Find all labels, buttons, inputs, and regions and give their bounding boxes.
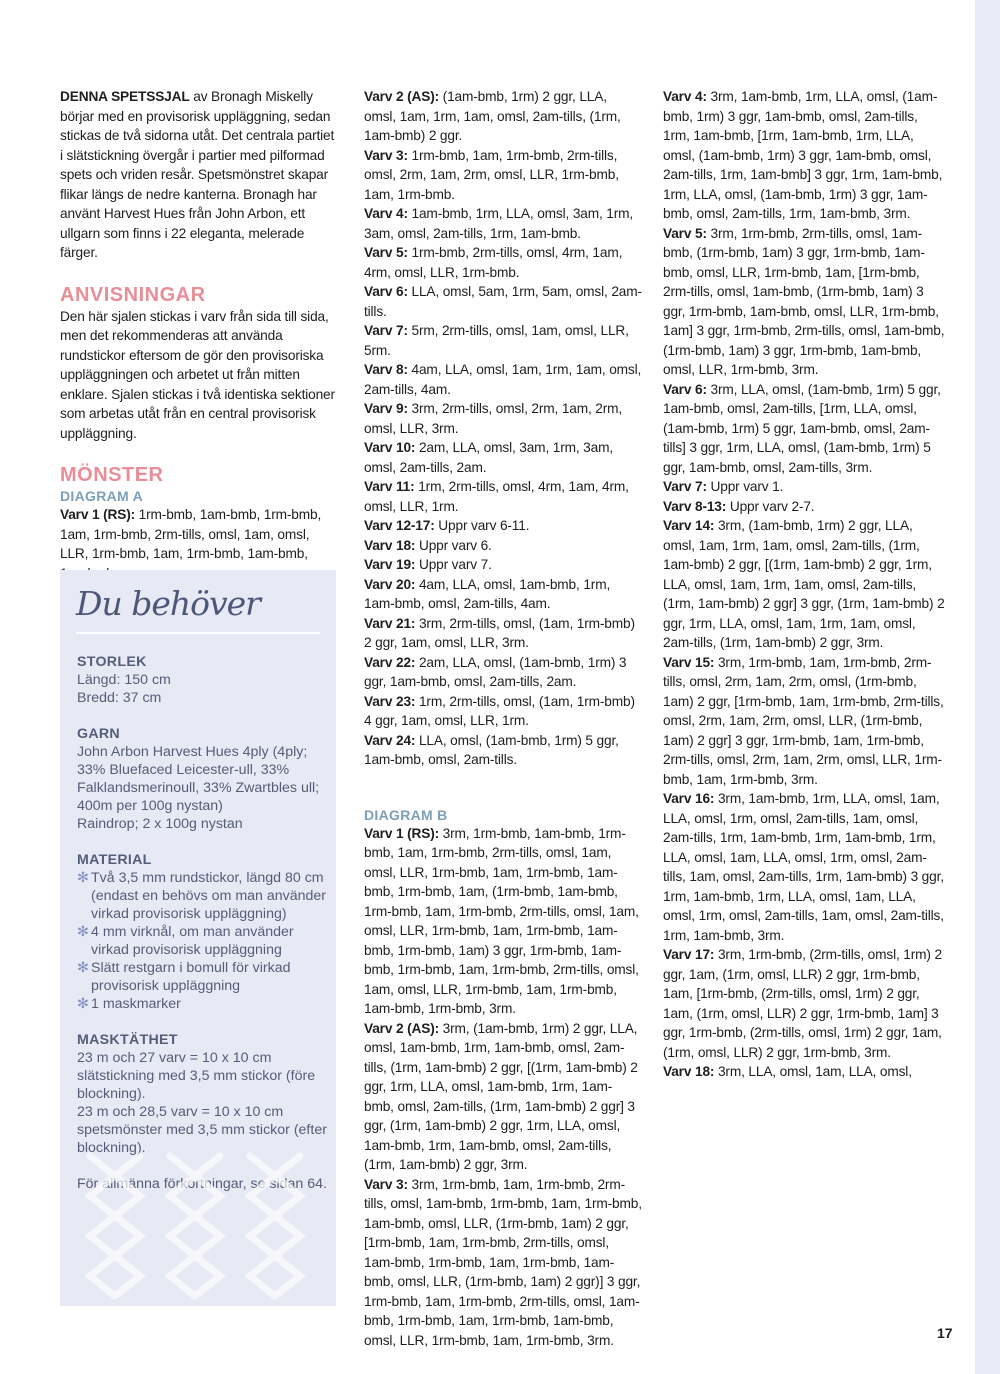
row-text: 1rm, 2rm-tills, omsl, 4rm, 1am, 4rm, omsl, LLR, 1rm. [364, 479, 629, 514]
row-label: Varv 2 (AS): [364, 1020, 440, 1036]
row-instruction [663, 87, 945, 224]
row-instruction [663, 516, 945, 653]
row-text: 2am, LLA, omsl, (1am-bmb, 1rm) 3 ggr, 1am-bmb, omsl, 2am-tills, 2am. [364, 654, 627, 689]
row-label: Varv 22: [364, 654, 416, 670]
row-text: Uppr varv 1. [706, 479, 784, 494]
material-label: MATERIAL [77, 852, 152, 868]
row-instruction [364, 653, 642, 692]
column-2 [364, 87, 642, 1350]
row-label: Varv 3: [364, 147, 408, 163]
material-item: ✻ 4 mm virknål, om man använder virkad provisorisk uppläggning [77, 924, 294, 958]
column-3 [663, 87, 945, 1082]
row-instruction [663, 477, 945, 497]
row-text: 3rm, 1rm-bmb, 2rm-tills, omsl, 1am-bmb, (1rm-bmb, 1am) 3 ggr, 1rm-bmb, 1am-bmb, omsl, LLR, 1rm-bmb, 1am, [1rm-bmb, 2rm-tills, omsl, 1am-bmb, (1rm-bmb, 1am) 3 ggr, 1rm-bmb, 1am-bmb, omsl, LLR, 1rm-bmb, 1am] 3 ggr, 1rm-bmb, 2rm-tills, omsl, 1am-bmb, (1rm-bmb, 1am) 3 ggr, 1rm-bmb, 1am-bmb, omsl, LLR, 1rm-bmb, 3rm. [663, 225, 945, 377]
row-label: Varv 3: [364, 1176, 408, 1192]
column-1 [60, 87, 338, 583]
row-text: Uppr varv 7. [415, 557, 492, 572]
intro-text: av Bronagh Miskelly börjar med en provisorisk uppläggning, sedan stickas de två sidorna utåt. Det centrala partiet i slätstickning övergår i partier med pilformad spets och vriden resår. Spetsmönstret skapar flikar längs de nedre kanterna. Bronagh har använt Harvest Hues från John Arbon, ett ullgarn som finns i 22 eleganta, melerade färger. [60, 89, 335, 260]
yarn-label: GARN [77, 726, 120, 742]
row-instruction [663, 224, 945, 380]
intro-paragraph [60, 87, 338, 263]
you-need-body [77, 653, 327, 1193]
gauge-label: MASKTÄTHET [77, 1032, 178, 1048]
row-text: 3rm, 1rm-bmb, 1am, 1rm-bmb, 2rm-tills, omsl, 2rm, 1am, 2rm, omsl, (1rm-bmb, 1am) 2 ggr, [1rm-bmb, 1am, 1rm-bmb, 2rm-tills, omsl, 2rm, 1am, 2rm, omsl, LLR, (1rm-bmb, 1am) 2 ggr] 3 ggr, 1rm-bmb, 1am, 1rm-bmb, 2rm-tills, omsl, 2rm, 1am, 2rm, omsl, LLR, 1rm-bmb, 1am, 1rm-bmb, 3rm. [663, 654, 944, 787]
row-instruction [663, 789, 945, 945]
row-label: Varv 9: [364, 401, 408, 416]
row-instruction [663, 1062, 945, 1082]
yarn-text: John Arbon Harvest Hues 4ply (4ply; 33% Bluefaced Leicester-ull, 33% Falklandsmerinoull, 33% Zwartbles ull; 400m per 100g nystan) [77, 744, 320, 814]
row-text: Uppr varv 6. [415, 537, 492, 553]
row-text: 3rm, 2rm-tills, omsl, (1am, 1rm-bmb) 2 ggr, 1am, omsl, LLR, 3rm. [364, 615, 635, 650]
row-text: 3rm, 1am-bmb, 1rm, LLA, omsl, (1am-bmb, 1rm) 3 ggr, 1am-bmb, omsl, 2am-tills, 1rm, 1am-bmb, [1rm, 1am-bmb, 1rm, LLA, omsl, (1am-bmb, 1rm) 3 ggr, 1am-bmb, omsl, 2am-tills, 1rm, 1am-bmb] 3 ggr, 1rm, 1am-bmb, 1rm, LLA, omsl, (1am-bmb, 1rm) 3 ggr, 1am-bmb, omsl, 2am-tills, 1rm, 1am-bmb, 3rm. [663, 89, 943, 221]
row-text: 3rm, LLA, omsl, (1am-bmb, 1rm) 5 ggr, 1am-bmb, omsl, 2am-tills, [1rm, LLA, omsl, (1am-bmb, 1rm) 5 ggr, 1am-bmb, omsl, 2am-tills] 3 ggr, 1rm, LLA, omsl, (1am-bmb, 1rm) 5 ggr, 1am-bmb, omsl, 2am-tills, 3rm. [663, 381, 941, 475]
row-instruction [364, 360, 642, 399]
intro-lead: DENNA SPETSSJAL [60, 89, 190, 104]
row-text: 1rm-bmb, 1am-bmb, 1rm-bmb, 1am, 1rm-bmb, 2rm-tills, omsl, 1am, omsl, LLR, 1rm-bmb, 1am, 1rm-bmb, 1am-bmb, [60, 507, 322, 561]
diagram-a-heading: DIAGRAM A [60, 488, 144, 504]
row-instruction [364, 243, 642, 282]
row-text: Uppr varv 2-7. [726, 498, 815, 514]
row-label: Varv 6: [364, 284, 408, 299]
row-instruction [364, 146, 642, 205]
row-label: Varv 19: [364, 557, 416, 572]
size-width: Bredd: 37 cm [77, 690, 162, 706]
row-label: Varv 5: [663, 225, 707, 241]
row-text: 3rm, 1rm-bmb, (2rm-tills, omsl, 1rm) 2 ggr, 1am, (1rm, omsl, LLR) 2 ggr, 1rm-bmb, 1am, [1rm-bmb, (2rm-tills, omsl, 1rm) 2 ggr, 1am, (1rm, omsl, LLR) 2 ggr, 1rm-bmb, 1am] 3 ggr, 1rm-bmb, (2rm-tills, omsl, 1rm) 2 ggr, 1am, (1rm, omsl, LLR) 2 ggr, 1rm-bmb, 3rm. [663, 947, 942, 1060]
asterisk-icon: ✻ [77, 960, 89, 976]
row-text: 5rm, 2rm-tills, omsl, 1am, omsl, LLR, 5rm. [364, 323, 629, 358]
row-text: 3rm, 2rm-tills, omsl, 2rm, 1am, 2rm, omsl, LLR, 3rm. [364, 401, 623, 436]
row-label: Varv 8-13: [663, 498, 727, 514]
row-label: Varv 24: [364, 732, 416, 748]
page-number: 17 [937, 1325, 953, 1341]
row-label: Varv 21: [364, 615, 416, 631]
row-label: Varv 5: [364, 245, 408, 260]
row-label: Varv 4: [663, 89, 707, 104]
row-label: Varv 23: [364, 693, 416, 709]
row-instruction [364, 321, 642, 360]
row-label: Varv 4: [364, 206, 408, 221]
material-item: ✻ Två 3,5 mm rundstickor, längd 80 cm (endast en behövs om man använder virkad provisorisk uppläggning) [77, 870, 327, 922]
row-label: Varv 17: [663, 947, 715, 962]
row-instruction [364, 399, 642, 438]
row-instruction [663, 945, 945, 1062]
diagram-b-heading: DIAGRAM B [364, 806, 448, 823]
row-text: 1rm-bmb, 1am, 1rm-bmb, 2rm-tills, omsl, 2rm, 1am, 2rm, omsl, LLR, 1rm-bmb, 1am, 1rm-bmb. [364, 147, 619, 202]
row-text: 2am, LLA, omsl, 3am, 1rm, 3am, omsl, 2am-tills, 2am. [364, 440, 614, 475]
row-instruction [364, 536, 642, 556]
gauge-line-2: 23 m och 28,5 varv = 10 x 10 cm spetsmönster med 3,5 mm stickor (efter blockning). [77, 1104, 327, 1156]
row-label: Varv 10: [364, 440, 416, 455]
row-label: Varv 14: [663, 518, 715, 533]
row-instruction [364, 731, 642, 770]
you-need-divider [76, 632, 320, 634]
row-text: 3rm, 1rm-bmb, 1am, 1rm-bmb, 2rm-tills, omsl, 1am-bmb, 1rm-bmb, 1am, 1rm-bmb, 1am-bmb, omsl, LLR, (1rm-bmb, 1am) 2 ggr, [1rm-bmb, 1am, 1rm-bmb, 2rm-tills, omsl, 1am-bmb, 1rm-bmb, 1am, 1rm-bmb, 1am-bmb, omsl, LLR, (1rm-bmb, 1am) 2 ggr)] 3 ggr, 1rm-bmb, 1am, 1rm-bmb, 2rm-tills, omsl, 1am-bmb, 1rm-bmb, 1am, 1rm-bmb, 1am-bmb, omsl, LLR, 1rm-bmb, 1am, 1rm-bmb, 3rm. [364, 1176, 642, 1348]
row-text: 3rm, (1am-bmb, 1rm) 2 ggr, LLA, omsl, 1am, 1rm, 1am, omsl, 2am-tills, (1rm, 1am-bmb) 2 ggr, [(1rm, 1am-bmb) 2 ggr, 1rm, LLA, omsl, 1am, 1rm, 1am, omsl, 2am-tills, (1rm, 1am-bmb) 2 ggr] 3 ggr, (1rm, 1am-bmb) 2 ggr, 1rm, LLA, omsl, 1am, 1rm, 1am, omsl, 2am-tills, (1rm, 1am-bmb) 2 ggr, 3rm. [663, 518, 945, 650]
row-instruction [364, 204, 642, 243]
row-instruction [364, 555, 642, 575]
row-label: Varv 11: [364, 479, 415, 494]
row-instruction [364, 692, 642, 731]
pattern-heading: MÖNSTER [60, 464, 164, 486]
row-label: Varv 18: [364, 537, 416, 553]
row-label: Varv 16: [663, 791, 715, 806]
row-text: 4am, LLA, omsl, 1am, 1rm, 1am, omsl, 2am-tills, 4am. [364, 362, 642, 397]
row-instruction [364, 1019, 642, 1175]
row-label: Varv 15: [663, 654, 715, 670]
asterisk-icon: ✻ [77, 996, 89, 1012]
row-label: Varv 2 (AS): [364, 89, 440, 104]
yarn-extra: Raindrop; 2 x 100g nystan [77, 816, 243, 832]
material-item: ✻ Slätt restgarn i bomull för virkad provisorisk uppläggning [77, 960, 291, 994]
row-instruction [364, 438, 642, 477]
diagram-a-rows-part2 [364, 87, 642, 770]
asterisk-icon: ✻ [77, 870, 89, 886]
page-edge-strip [975, 0, 1000, 1374]
row-instruction [663, 497, 945, 517]
material-item: ✻ 1 maskmarker [77, 996, 181, 1012]
diagram-b-rows-part2 [663, 87, 945, 1082]
row-text: 1rm-bmb, 2rm-tills, omsl, 4rm, 1am, 4rm, omsl, LLR, 1rm-bmb. [364, 245, 623, 280]
row-instruction [364, 87, 642, 146]
row-label: Varv 8: [364, 362, 408, 377]
instructions-heading: ANVISNINGAR [60, 283, 206, 306]
diagram-b-rows-part1 [364, 824, 642, 1351]
instructions-text: Den här sjalen stickas i varv från sida till sida, men det rekommenderas att använda rundstickor eftersom de gör den provisoriska uppläggningen och arbetet ut från mitten enklare. Sjalen stickas i två identiska sektioner som arbetas utåt från en central provisorisk uppläggning. [60, 308, 335, 441]
size-length: Längd: 150 cm [77, 672, 171, 688]
row-instruction [364, 282, 642, 321]
row-text: 3rm, LLA, omsl, 1am, LLA, omsl, [714, 1064, 912, 1079]
row-instruction [364, 477, 642, 516]
size-label: STORLEK [77, 654, 147, 670]
row-instruction [364, 575, 642, 614]
row-text: 4am, LLA, omsl, 1am-bmb, 1rm, 1am-bmb, omsl, 2am-tills, 4am. [364, 576, 611, 611]
row-label: Varv 6: [663, 381, 707, 397]
row-label: Varv 18: [663, 1064, 715, 1079]
row-instruction [364, 824, 642, 1019]
row-text: 1am-bmb, 1rm, LLA, omsl, 3am, 1rm, 3am, omsl, 2am-tills, 1rm, 1am-bmb. [364, 206, 634, 241]
row-instruction [364, 614, 642, 653]
you-need-box [60, 570, 336, 1306]
row-text: 3rm, 1rm-bmb, 1am-bmb, 1rm-bmb, 1am, 1rm-bmb, 2rm-tills, omsl, 1am, omsl, LLR, 1rm-bmb, 1am, 1rm-bmb, 1am-bmb, 1rm-bmb, 1am, (1rm-bmb, 1am-bmb, 1rm-bmb, 1am, 1rm-bmb, 2rm-tills, omsl, 1am, omsl, LLR, 1rm-bmb, 1am, 1rm-bmb, 1am-bmb, 1rm-bmb, 1am) 3 ggr, 1rm-bmb, 1am-bmb, 1rm-bmb, 1am, 1rm-bmb, 2rm-tills, omsl, 1am, omsl, LLR, 1rm-bmb, 1am, 1rm-bmb, 1am-bmb, 1rm-bmb, 3rm. [364, 825, 639, 1016]
row-label: Varv 7: [663, 479, 707, 494]
row-label: Varv 1 (RS): [60, 507, 136, 522]
row-text: Uppr varv 6-11. [434, 518, 530, 533]
row-text: LLA, omsl, 5am, 1rm, 5am, omsl, 2am-tills. [364, 284, 642, 319]
row-instruction [364, 1175, 642, 1351]
row-label: Varv 20: [364, 576, 416, 592]
row-text: 1rm, 2rm-tills, omsl, (1am, 1rm-bmb) 4 ggr, 1am, omsl, LLR, 1rm. [364, 693, 635, 728]
asterisk-icon: ✻ [77, 924, 89, 940]
row-text: (1am-bmb, 1rm) 2 ggr, LLA, omsl, 1am, 1rm, 1am, omsl, 2am-tills, (1rm, 1am-bmb) 2 ggr. [364, 89, 621, 143]
knit-texture-decoration [60, 1136, 336, 1306]
you-need-title: Du behöver [76, 584, 260, 623]
abbreviations-note: För allmänna förkortningar, se sidan 64. [77, 1176, 327, 1192]
row-instruction [364, 516, 642, 536]
row-label: Varv 1 (RS): [364, 825, 440, 841]
row-text: 3rm, 1am-bmb, 1rm, LLA, omsl, 1am, LLA, omsl, 1rm, omsl, 2am-tills, 1am, omsl, 2am-tills, 1rm, 1am-bmb, 1rm, 1am-bmb, 1rm, LLA, omsl, 1am, LLA, omsl, 1rm, omsl, 2am-tills, 1am, omsl, 2am-tills, 1rm, 1am-bmb) 3 ggr, 1rm, 1am-bmb, 1rm, LLA, omsl, 1am, LLA, omsl, 1rm, omsl, 2am-tills, 1am, omsl, 2am-tills, 1rm, 1am-bmb, 3rm. [663, 791, 944, 943]
row-text: LLA, omsl, (1am-bmb, 1rm) 5 ggr, 1am-bmb, omsl, 2am-tills. [364, 732, 619, 767]
row-instruction [663, 653, 945, 790]
row-text: 3rm, (1am-bmb, 1rm) 2 ggr, LLA, omsl, 1am-bmb, 1rm, 1am-bmb, omsl, 2am-tills, (1rm, 1am-bmb) 2 ggr, [(1rm, 1am-bmb) 2 ggr, 1rm, LLA, omsl, 1am-bmb, 1rm, 1am-bmb, omsl, 2am-tills, (1rm, 1am-bmb) 2 ggr] 3 ggr, (1rm, 1am-bmb) 2 ggr, 1rm, LLA, omsl, 1am-bmb, 1rm, 1am-bmb, omsl, 2am-tills, (1rm, 1am-bmb) 2 ggr, 3rm. [364, 1020, 638, 1172]
row-instruction [663, 380, 945, 478]
row-label: Varv 12-17: [364, 518, 435, 533]
gauge-line-1: 23 m och 27 varv = 10 x 10 cm slätstickning med 3,5 mm stickor (före blockning). [77, 1050, 316, 1102]
row-label: Varv 7: [364, 323, 408, 338]
